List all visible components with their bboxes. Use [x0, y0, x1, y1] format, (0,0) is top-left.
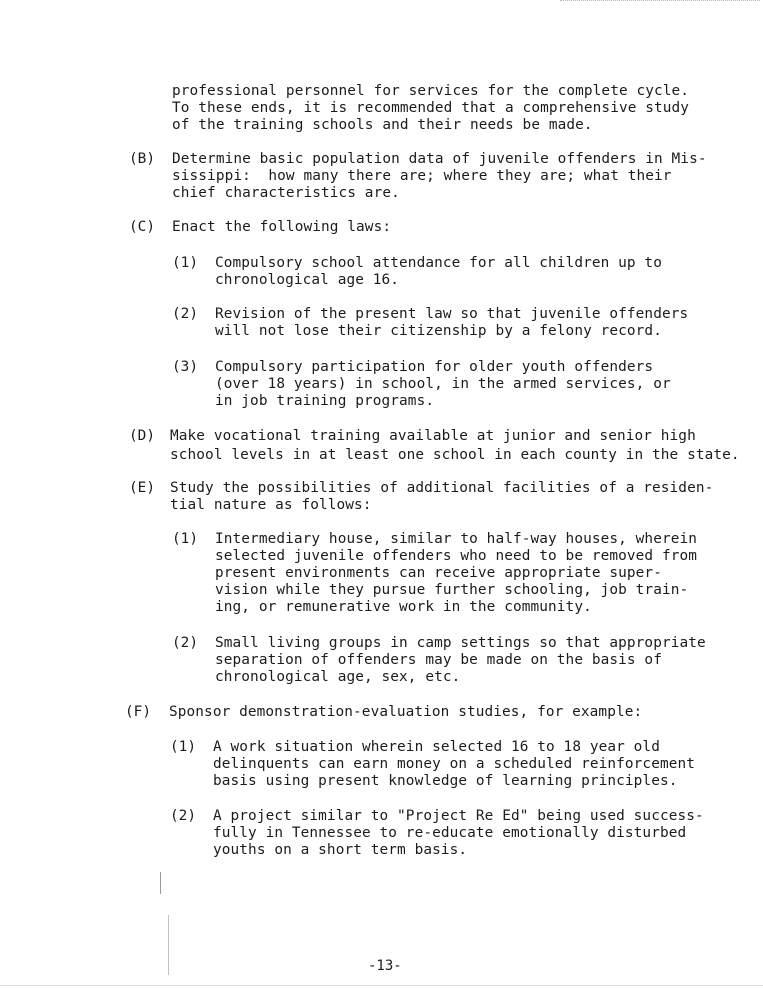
text-line: Small living groups in camp settings so that appropriate	[215, 635, 706, 651]
item-label: (D)	[129, 428, 155, 444]
text-line: present environments can receive appropriate super-	[215, 565, 662, 581]
text-line: professional personnel for services for the complete cycle.	[172, 83, 690, 99]
scan-artifact	[160, 872, 161, 894]
text-line: Compulsory school attendance for all children up to	[215, 255, 662, 271]
subitem-label: (1)	[172, 531, 198, 547]
text-line: Study the possibilities of additional facilities of a residen-	[170, 480, 714, 496]
subitem-label: (1)	[172, 255, 198, 271]
text-line: Determine basic population data of juvenile offenders in Mis-	[172, 151, 707, 167]
text-line: will not lose their citizenship by a felony record.	[215, 323, 662, 339]
subitem-label: (2)	[172, 635, 198, 651]
scan-artifact	[168, 915, 169, 975]
text-line: A project similar to "Project Re Ed" being used success-	[213, 808, 704, 824]
text-line: chief characteristics are.	[172, 185, 400, 201]
text-line: tial nature as follows:	[170, 497, 372, 513]
text-line: chronological age, sex, etc.	[215, 669, 461, 685]
text-line: of the training schools and their needs be made.	[172, 117, 593, 133]
text-line: basis using present knowledge of learning principles.	[213, 773, 678, 789]
item-label: (E)	[129, 480, 155, 496]
text-line: in job training programs.	[215, 393, 435, 409]
subitem-label: (2)	[172, 306, 198, 322]
text-line: selected juvenile offenders who need to be removed from	[215, 548, 698, 564]
text-line: To these ends, it is recommended that a comprehensive study	[172, 100, 690, 116]
text-line: Compulsory participation for older youth offenders	[215, 359, 654, 375]
text-line: delinquents can earn money on a scheduled reinforcement	[213, 756, 696, 772]
scan-artifact	[560, 0, 760, 3]
item-label: (F)	[125, 704, 151, 720]
subitem-label: (1)	[170, 739, 196, 755]
subitem-label: (3)	[172, 359, 198, 375]
text-line: youths on a short term basis.	[213, 842, 468, 858]
subitem-label: (2)	[170, 808, 196, 824]
text-line: separation of offenders may be made on the basis of	[215, 652, 662, 668]
item-label: (C)	[129, 219, 155, 235]
text-line: Make vocational training available at junior and senior high	[170, 428, 696, 444]
text-line: Sponsor demonstration-evaluation studies, for example:	[169, 704, 643, 720]
text-line: ing, or remunerative work in the community.	[215, 599, 592, 615]
text-line: sissippi: how many there are; where they are; what their	[172, 168, 672, 184]
text-line: vision while they pursue further schooling, job train-	[215, 582, 689, 598]
text-line: Enact the following laws:	[172, 219, 392, 235]
text-line: school levels in at least one school in each county in the state.	[170, 447, 740, 463]
item-label: (B)	[129, 151, 155, 167]
text-line: fully in Tennessee to re-educate emotionally disturbed	[213, 825, 687, 841]
text-line: Intermediary house, similar to half-way houses, wherein	[215, 531, 698, 547]
text-line: (over 18 years) in school, in the armed services, or	[215, 376, 671, 392]
scan-artifact	[0, 985, 763, 986]
text-line: chronological age 16.	[215, 272, 400, 288]
text-line: A work situation wherein selected 16 to 18 year old	[213, 739, 660, 755]
page-number: -13-	[368, 958, 402, 974]
text-line: Revision of the present law so that juvenile offenders	[215, 306, 689, 322]
